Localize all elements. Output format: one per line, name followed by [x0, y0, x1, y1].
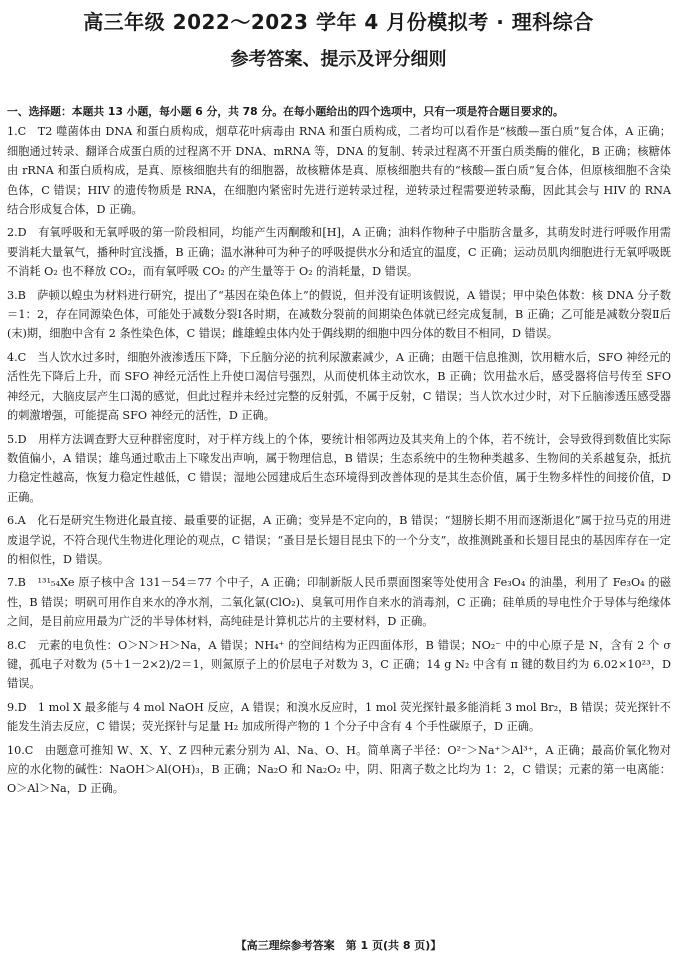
question-5-answer: 5.D 用样方法调查野大豆种群密度时，对于样方线上的个体，要统计相邻两边及其夹角上的个体，若不统计，会导致得到数值比实际数值偏小，A 错误；雄鸟通过歌击上下喙发出声响，属于物理信息，B 错误；生态系统中的生物种类越多、生物间的关系越复杂，抵抗力稳定性越高，恢复力稳定性越低，C 错误；湿地公园建成后生态环境得到改善体现的是其生态价值，属于生物多样性的间接价值，D 正确。 [7, 432, 671, 504]
question-7-answer: 7.B ¹³¹₅₄Xe 原子核中含 131－54＝77 个中子，A 正确；印制新版人民币票面图案等处使用含 Fe₃O₄ 的油墨，利用了 Fe₃O₄ 的磁性，B 错误；明矾可用作自来水的净水剂，二氧化氯(ClO₂)、臭氧可用作自来水的消毒剂，C 正确；硅单质的导电性介于导体与绝缘体之间，是目前应用最为广泛的半导体材料，高纯硅是计算机芯片的主要材料，D 正确。 [7, 576, 671, 629]
page-title: 高三年级 2022～2023 学年 4 月份模拟考 · 理科综合 [83, 10, 594, 34]
page-subtitle: 参考答案、提示及评分细则 [230, 49, 447, 70]
question-2-answer: 2.D 有氧呼吸和无氧呼吸的第一阶段相同，均能产生丙酮酸和[H]，A 正确；油料作物种子中脂肪含量多，其萌发时进行呼吸作用需要消耗大量氧气，播种时宜浅播，B 正确；温水淋种可为种子的呼吸提供水分和适宜的温度，C 正确；运动员肌肉细胞进行无氧呼吸既不消耗 O₂ 也不释放 CO₂，而有氧呼吸 CO₂ 的产生量等于 O₂ 的消耗量，D 错误。 [7, 226, 671, 279]
section-header: 一、选择题：本题共 13 小题，每小题 6 分，共 78 分。在每小题给出的四个选项中，只有一项是符合题目要求的。 [7, 105, 564, 118]
question-9-answer: 9.D 1 mol X 最多能与 4 mol NaOH 反应，A 错误；和溴水反应时，1 mol 荧光探针最多能消耗 3 mol Br₂，B 错误；荧光探针不能发生消去反应，C 错误；荧光探针与足量 H₂ 加成所得产物的 1 个分子中含有 4 个手性碳原子，D 正确。 [7, 700, 671, 734]
question-4-answer: 4.C 当人饮水过多时，细胞外液渗透压下降，下丘脑分泌的抗利尿激素减少，A 正确；由题干信息推测，饮用糖水后，SFO 神经元的活性先下降后上升，而 SFO 神经元活性上升使口渴信号强烈，从而使机体主动饮水，B 正确；饮用盐水后，感受器将信号传至 SFO 神经元，大脑皮层产生口渴的感觉，但此过程并未经过完整的反射弧，不属于反射，C 错误；当人饮水过少时，对下丘脑渗透压感受器的刺激增强，可能提高 SFO 神经元的活性，D 正确。 [7, 350, 671, 423]
question-10-answer: 10.C 由题意可推知 W、X、Y、Z 四种元素分别为 Al、Na、O、H。简单离子半径：O²⁻＞Na⁺＞Al³⁺，A 正确；最高价氧化物对应的水化物的碱性：NaOH＞Al(OH)₃，B 正确；Na₂O 和 Na₂O₂ 中，阴、阳离子数之比均为 1：2，C 错误；元素的第一电离能：O＞Al＞Na，D 正确。 [7, 743, 671, 796]
page-footer: 【高三理综参考答案 第 1 页(共 8 页)】 [235, 939, 442, 952]
question-3-answer: 3.B 萨顿以蝗虫为材料进行研究，提出了“基因在染色体上”的假说，但并没有证明该假说，A 错误；甲中染色体数：核 DNA 分子数＝1：2，存在同源染色体，可能处于减数分裂Ⅰ各时期，在减数分裂前的间期染色体就已经完成复制，B 正确；乙可能是减数分裂Ⅱ后(末)期，细胞中含有 2 条性染色体，C 错误；雌雄蝗虫体内处于偶线期的细胞中四分体的数目不相同，D 错误。 [7, 288, 671, 341]
question-8-answer: 8.C 元素的电负性：O＞N＞H＞Na，A 错误；NH₄⁺ 的空间结构为正四面体形，B 错误；NO₂⁻ 中的中心原子是 N，含有 2 个 σ 键，孤电子对数为 (5＋1－2×2)/2＝1，则氮原子上的价层电子对数为 3，C 正确；14 g N₂ 中含有 π 键的数目约为 6.02×10²³，D 错误。 [7, 638, 671, 691]
question-6-answer: 6.A 化石是研究生物进化最直接、最重要的证据，A 正确；变异是不定向的，B 错误；“翅膀长期不用而逐渐退化”属于拉马克的用进废退学说，不符合现代生物进化理论的观点，C 错误；“蚤目是长翅目昆虫下的一个分支”，故推测跳蚤和长翅目昆虫的基因库存在一定的相似性，D 错误。 [7, 514, 671, 566]
question-1-answer: 1.C T2 噬菌体由 DNA 和蛋白质构成，烟草花叶病毒由 RNA 和蛋白质构成，二者均可以看作是“核酸—蛋白质”复合体，A 正确；细胞通过转录、翻译合成蛋白质的过程离不开 DNA、mRNA 等，DNA 的复制、转录过程离不开蛋白质类酶的催化，B 正确；核糖体由 rRNA 和蛋白质构成，是真、原核细胞共有的细胞器，故核糖体是真、原核细胞共有的“核酸—蛋白质”复合体，但原核细胞不含染色体，C 错误；HIV 的遗传物质是 RNA，在细胞内紧密时先进行逆转录过程，逆转录过程需要逆转录酶，因此其会与 HIV 的 RNA 结合形成复合体，D 正确。 [7, 125, 671, 217]
answer-content [7, 102, 671, 803]
